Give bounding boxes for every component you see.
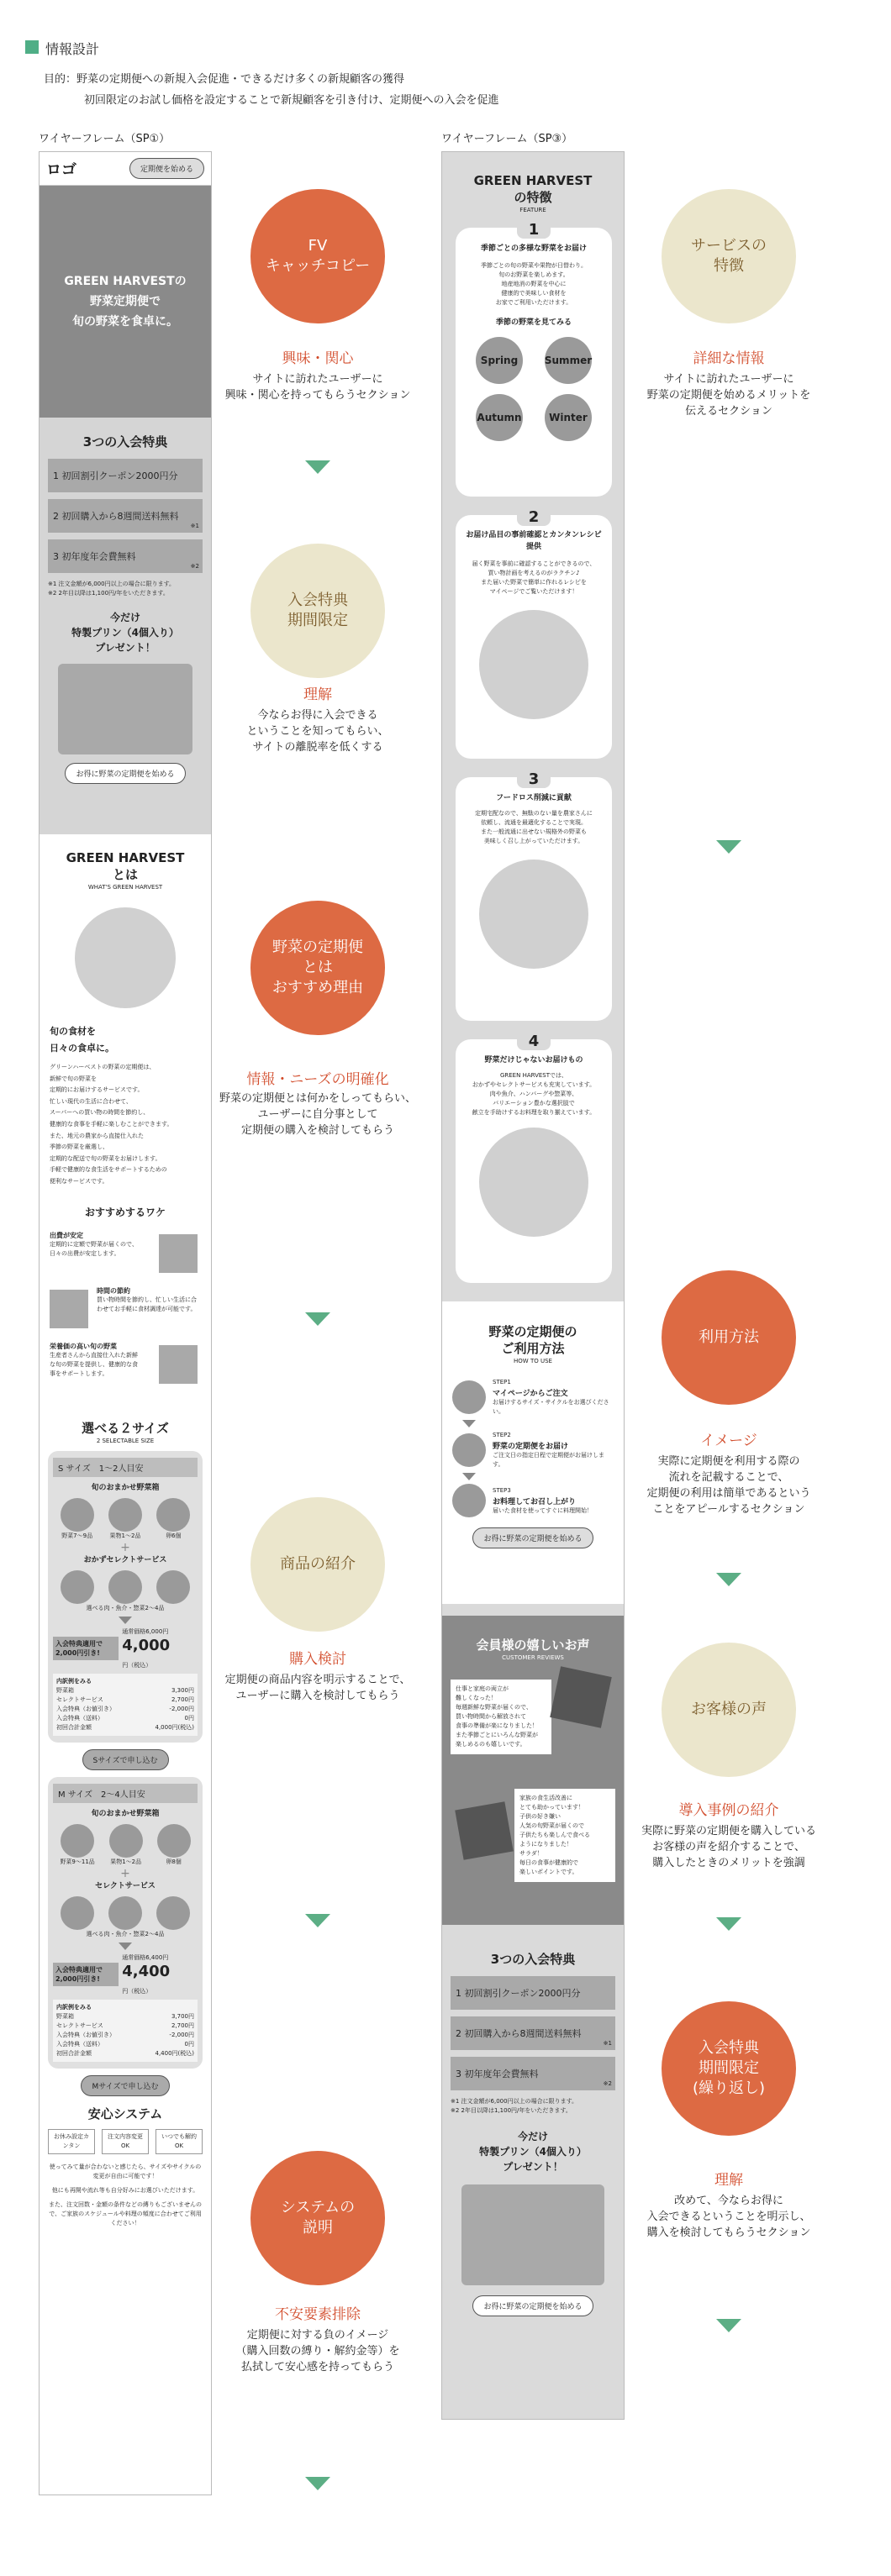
- flow-arrow-icon: [305, 2477, 330, 2490]
- feature-card-4: 4 野菜だけじゃないお届けもの GREEN HARVESTでは、 おかずやセレクトサービスも充実しています。 肉や魚介、ハンバーグや惣菜等、 バリエーション豊かな選択肢で 献立を手助けするお料理を取り揃えています。: [456, 1039, 612, 1283]
- benefit-item: 3 初年度年会費無料 ※2: [451, 2057, 615, 2090]
- about-subtitle: WHAT'S GREEN HARVEST: [87, 884, 163, 891]
- purpose-line-1: 目的：野菜の定期便への新規入会促進・できるだけ多くの新規顧客の獲得: [44, 73, 405, 86]
- safe-title: 安心システム: [87, 2105, 163, 2121]
- reason-image: [50, 1290, 88, 1328]
- hero-section: [40, 186, 211, 418]
- header-start-button[interactable]: 定期便を始める: [129, 158, 204, 179]
- flow-arrow-icon: [305, 1312, 330, 1326]
- side-image: [108, 1570, 142, 1604]
- feature-image: [479, 1128, 588, 1237]
- season-button-summer[interactable]: Summer: [545, 337, 592, 384]
- howto-section: 野菜の定期便の ご利用方法 HOW TO USE STEP1 マイページからご注文 お届けするサイズ・サイクルをお選びください。 STEP2 野菜の定期便をお届け ご注文日の指定日程で定期便がお届けします。 STEP3 お料理してお召し上がり 届いた食材を使ってすぐに料理開始！ お得に野菜の定期便を始める: [442, 1301, 624, 1604]
- benefits-section: [40, 418, 211, 834]
- size-m-badge: M サイズ 2〜4人目安: [53, 1784, 198, 1803]
- annotation-circle: 入会特典 期間限定 (繰り返し): [662, 2001, 796, 2136]
- wireframe-sp1: [39, 151, 212, 2495]
- veg-image: [156, 1498, 190, 1532]
- reasons-title: おすすめするワケ: [84, 1206, 166, 1218]
- annotation-circle: FV キャッチコピー: [250, 189, 385, 323]
- present-image: [461, 2184, 604, 2285]
- annotation-title: 導入事例の紹介: [678, 1802, 779, 1819]
- season-button-autumn[interactable]: Autumn: [476, 394, 523, 441]
- annotation-description: 今ならお得に入会できる ということを知ってもらい、 サイトの離脱率を低くする: [246, 709, 389, 754]
- feature-card-1: 1 季節ごとの多様な野菜をお届け 季節ごとの旬の野菜や果物が日替わり。 旬のお野菜を楽しめます。 地産地消の野菜を中心に 健康的で美味しい食材を お家でご利用いただけます。 季節の野菜を見てみる Spring Summer Autumn Winter: [456, 228, 612, 497]
- about-title: とは: [112, 867, 138, 882]
- side-image: [61, 1570, 94, 1604]
- reason-item: 時間の節約 買い物時間を節約し、忙しい生活に合わせてお手軽に食材調達が可能です。: [50, 1286, 201, 1337]
- feature-image: [479, 860, 588, 969]
- reason-item: 出費が安定 定期的に定額で野菜が届くので、日々の出費が安定します。: [50, 1231, 201, 1281]
- feature-image: [479, 610, 588, 719]
- step-item: STEP1 マイページからご注文 お届けするサイズ・サイクルをお選びください。: [452, 1378, 614, 1417]
- annotation-circle: 商品の紹介: [250, 1497, 385, 1632]
- about-body: グリーンハーベストの野菜の定期便は、 新鮮で旬の野菜を 定期的にお届けするサービスです。 忙しい現代の生活に合わせて、 スーパーへの買い物の時間を節約し、 健康的な食事を手軽に楽しむことができます。 また、地元の農家から直接仕入れた 季節の野菜を厳選し、 定期的な配送で旬の野菜をお届けします。 手軽で健康的な食生活をサポートするための 便利なサービスです。: [50, 1064, 173, 1185]
- annotation-title: 詳細な情報: [693, 350, 765, 367]
- safe-tag: お休み設定カンタン: [48, 2129, 95, 2154]
- safe-tag: 注文内容変更OK: [102, 2129, 149, 2154]
- about-title: GREEN HARVEST: [66, 850, 185, 865]
- reason-image: [159, 1234, 198, 1273]
- review-image: [455, 1801, 514, 1860]
- annotation-description: 定期便に対する負のイメージ （購入回数の縛り・解約金等）を 払拭して安心感を持ってもらう: [235, 2329, 400, 2374]
- annotation-circle: 入会特典 期間限定: [250, 544, 385, 678]
- hero-line: 野菜定期便で: [90, 295, 161, 308]
- benefits-title: 3つの入会特典: [82, 434, 168, 449]
- section-marker: [25, 40, 39, 54]
- reason-item: 栄養価の高い旬の野菜 生産者さんから直接仕入れた新鮮な旬の野菜を提供し、健康的な食事をサポートします。: [50, 1342, 201, 1392]
- present-image: [58, 664, 192, 754]
- annotation-title: 理解: [303, 686, 332, 703]
- promo-badge: 入会特典適用で2,000円引き!: [53, 1963, 119, 1986]
- sizes-title: 選べる２サイズ: [82, 1420, 169, 1436]
- flow-arrow-icon: [716, 1573, 741, 1586]
- benefit-item: 2 初回購入から8週間送料無料 ※1: [451, 2016, 615, 2050]
- hero-line: 旬の野菜を食卓に。: [72, 315, 178, 329]
- feature-subtitle: FEATURE: [519, 207, 546, 213]
- benefits-section-repeat: 3つの入会特典 1 初回割引クーポン2000円分 2 初回購入から8週間送料無料 ※1 3 初年度年会費無料 ※2 ※1 注文金額が6,000円以上の場合に限ります。 ※2 2年目以降は1,100円/年をいただきます。 今だけ 特製プリン（4個入り） プレゼント！ お得に野菜の定期便を始める: [442, 1937, 624, 2416]
- annotation-description: 野菜の定期便とは何かをしってもらい、 ユーザーに自分事として 定期便の購入を検討してもらう: [219, 1092, 416, 1137]
- cta-button[interactable]: お得に野菜の定期便を始める: [472, 2295, 593, 2316]
- veg-image: [108, 1498, 142, 1532]
- feature-title: GREEN HARVEST: [473, 173, 593, 188]
- side-image: [61, 1896, 94, 1930]
- feature-card-3: 3 フードロス削減に貢献 定期宅配なので、無駄のない量を農家さんに 依頼し、流通を最適化することで実現。 また一般流通に出せない規格外の野菜も 美味しく召し上がっていただけます。: [456, 777, 612, 1021]
- feature-title: の特徴: [514, 190, 552, 205]
- benefit-note: ※2 2年目以降は1,100円/年をいただきます。: [48, 590, 169, 597]
- flow-arrow-icon: [305, 460, 330, 474]
- hero-line: GREEN HARVESTの: [64, 275, 187, 288]
- reviews-section: 会員様の嬉しいお声 CUSTOMER REVIEWS 仕事と家庭の両立が 難しくなった！ 毎週新鮮な野菜が届くので、 買い物時間から解放されて 食事の準備が楽になりました！ また季節ごとにいろんな野菜が 楽しめるのも嬉しいです。 家族の食生活改善に とても助かっています！ 子供の好き嫌い 人気の旬野菜が届くので 子供たちも楽しんで食べる ようになりました！ サラダ！ 毎日の食事が健康的で 楽しいポイントです。: [442, 1616, 624, 1925]
- size-m-button[interactable]: Mサイズで申し込む: [81, 2075, 169, 2096]
- wireframe-sp3-label: ワイヤーフレーム（SP③）: [441, 133, 573, 145]
- review-card: 家族の食生活改善に とても助かっています！ 子供の好き嫌い 人気の旬野菜が届くので 子供たちも楽しんで食べる ようになりました！ サラダ！ 毎日の食事が健康的で 楽しいポイントです。: [514, 1789, 615, 1882]
- breakdown[interactable]: 内訳例をみる 野菜箱 3,700円 セレクトサービス 2,700円 入会特典（お値引き） -2,000円 入会特典（送料） 0円 初回合計金額 4,400円(税込): [53, 2000, 198, 2062]
- annotation-description: 実際に野菜の定期便を購入している お客様の声を紹介することで、 購入したときのメリットを強調: [641, 1825, 816, 1869]
- annotation-description: 定期便の商品内容を明示することで、 ユーザーに購入を検討してもらう: [224, 1674, 411, 1702]
- side-image: [108, 1896, 142, 1930]
- review-card: 仕事と家庭の両立が 難しくなった！ 毎週新鮮な野菜が届くので、 買い物時間から解放されて 食事の準備が楽になりました！ また季節ごとにいろんな野菜が 楽しめるのも嬉しいです。: [451, 1680, 551, 1754]
- annotation-circle: お客様の声: [662, 1643, 796, 1777]
- annotation-title: 興味・関心: [282, 350, 354, 367]
- veg-image: [109, 1824, 143, 1858]
- flow-arrow-icon: [716, 2319, 741, 2332]
- review-image: [550, 1666, 612, 1728]
- step-item: STEP2 野菜の定期便をお届け ご注文日の指定日程で定期便がお届けします。: [452, 1431, 614, 1469]
- side-image: [156, 1896, 190, 1930]
- breakdown[interactable]: 内訳例をみる 野菜箱 3,300円 セレクトサービス 2,700円 入会特典（お値引き） -2,000円 入会特典（送料） 0円 初回合計金額 4,000円(税込): [53, 1674, 198, 1736]
- present-text: 今だけ 特製プリン（4個入り） プレゼント！: [71, 612, 179, 654]
- annotation-title: 不安要素排除: [275, 2306, 361, 2323]
- annotation-title: イメージ: [700, 1433, 757, 1449]
- benefit-item: 3 初年度年会費無料 ※2: [48, 539, 203, 573]
- annotation-description: 実際に定期便を利用する際の 流れを記載することで、 定期便の利用は簡単であるという ことをアピールするセクション: [646, 1455, 811, 1516]
- annotation-title: 情報・ニーズの明確化: [246, 1071, 389, 1088]
- reason-image: [159, 1345, 198, 1384]
- about-copy: 旬の食材を: [50, 1026, 96, 1037]
- about-copy: 日々の食卓に。: [50, 1043, 114, 1054]
- season-button-winter[interactable]: Winter: [545, 394, 592, 441]
- benefit-item: 1 初回割引クーポン2000円分: [48, 459, 203, 492]
- season-button-spring[interactable]: Spring: [476, 337, 523, 384]
- safe-tag: いつでも解約OK: [156, 2129, 203, 2154]
- price: 4,000: [122, 1636, 171, 1654]
- sizes-subtitle: 2 SELECTABLE SIZE: [96, 1437, 155, 1444]
- annotation-title: 購入検討: [289, 1651, 346, 1668]
- step-item: STEP3 お料理してお召し上がり 届いた食材を使ってすぐに料理開始！: [452, 1484, 614, 1517]
- promo-badge: 入会特典適用で2,000円引き!: [53, 1637, 119, 1660]
- size-m-card: M サイズ 2〜4人目安 旬のおまかせ野菜箱 野菜9〜11品 果物1〜2品 卵8個 + セレクトサービス 選べる肉・魚介・惣菜2〜4品 入会特典適用で2,000円引き! 通常価格6,400円 4,400円（税込） 内訳例をみる 野菜箱 3,700円 セレクトサービス 2,700円 入会特典（お値引き） -2,000円 入会特典（送料） 0円 初回合計金額 4,400円(税込): [48, 1777, 203, 2069]
- wireframe-sp1-label: ワイヤーフレーム（SP①）: [39, 133, 171, 145]
- wireframe-sp3: [441, 151, 625, 2420]
- benefit-note: ※1 注文金額が6,000円以上の場合に限ります。: [48, 581, 176, 587]
- benefit-item: 1 初回割引クーポン2000円分: [451, 1976, 615, 2010]
- annotation-circle: システムの 説明: [250, 2151, 385, 2285]
- cta-button[interactable]: お得に野菜の定期便を始める: [65, 763, 185, 784]
- page-title: 情報設計: [45, 41, 100, 57]
- about-image: [75, 907, 176, 1008]
- annotation-title: 理解: [714, 2172, 743, 2189]
- feature-card-2: 2 お届け品目の事前確認とカンタンレシピ提供 届く野菜を事前に確認することができるので、 買い物計画を考えるのがラクチン♪ また届いた野菜で簡単に作れるレシピを マイページでご覧いただけます！: [456, 515, 612, 759]
- flow-arrow-icon: [716, 1917, 741, 1931]
- size-s-badge: S サイズ 1〜2人目安: [53, 1458, 198, 1477]
- about-section: [40, 834, 211, 1407]
- annotation-description: サイトに訪れたユーザーに 興味・関心を持ってもらうセクション: [224, 373, 411, 402]
- sizes-section: [40, 1407, 211, 2240]
- price: 4,400: [122, 1962, 171, 1980]
- benefit-item: 2 初回購入から8週間送料無料 ※1: [48, 499, 203, 533]
- side-image: [156, 1570, 190, 1604]
- annotation-circle: 野菜の定期便 とは おすすめ理由: [250, 901, 385, 1035]
- veg-image: [157, 1824, 191, 1858]
- annotation-description: サイトに訪れたユーザーに 野菜の定期便を始めるメリットを 伝えるセクション: [646, 373, 811, 418]
- veg-image: [61, 1824, 94, 1858]
- flow-arrow-icon: [716, 840, 741, 854]
- logo: ロゴ: [46, 160, 76, 179]
- annotation-circle: サービスの 特徴: [662, 189, 796, 323]
- annotation-description: 改めて、今ならお得に 入会できるということを明示し、 購入を検討してもらうセクション: [646, 2195, 811, 2239]
- veg-image: [61, 1498, 94, 1532]
- size-s-card: S サイズ 1〜2人目安 旬のおまかせ野菜箱 野菜7〜9品 果物1〜2品 卵6個 + おかずセレクトサービス 選べる肉・魚介・惣菜2〜4品 入会特典適用で2,000円引き! 通常価格6,000円 4,000円（税込） 内訳例をみる 野菜箱 3,300円 セレクトサービス 2,700円 入会特典（お値引き） -2,000円 入会特典（送料） 0円 初回合計金額 4,000円(税込): [48, 1451, 203, 1743]
- safe-body: 使ってみて量が合わないと感じたら、サイズやサイクルの変更が自由に可能です！ 他にも再開や流れ等も自分好みにお選びいただけます。 また、注文回数・金額の条件などの縛りもございませんので、ご家族のスケジュールや料理の頻度に合わせてご利用ください！: [49, 2163, 202, 2226]
- cta-button[interactable]: お得に野菜の定期便を始める: [472, 1527, 593, 1548]
- flow-arrow-icon: [305, 1914, 330, 1927]
- size-s-button[interactable]: Sサイズで申し込む: [82, 1749, 169, 1770]
- purpose-line-2: 初回限定のお試し価格を設定することで新規顧客を引き付け、定期便への入会を促進: [84, 94, 499, 107]
- annotation-circle: 利用方法: [662, 1270, 796, 1405]
